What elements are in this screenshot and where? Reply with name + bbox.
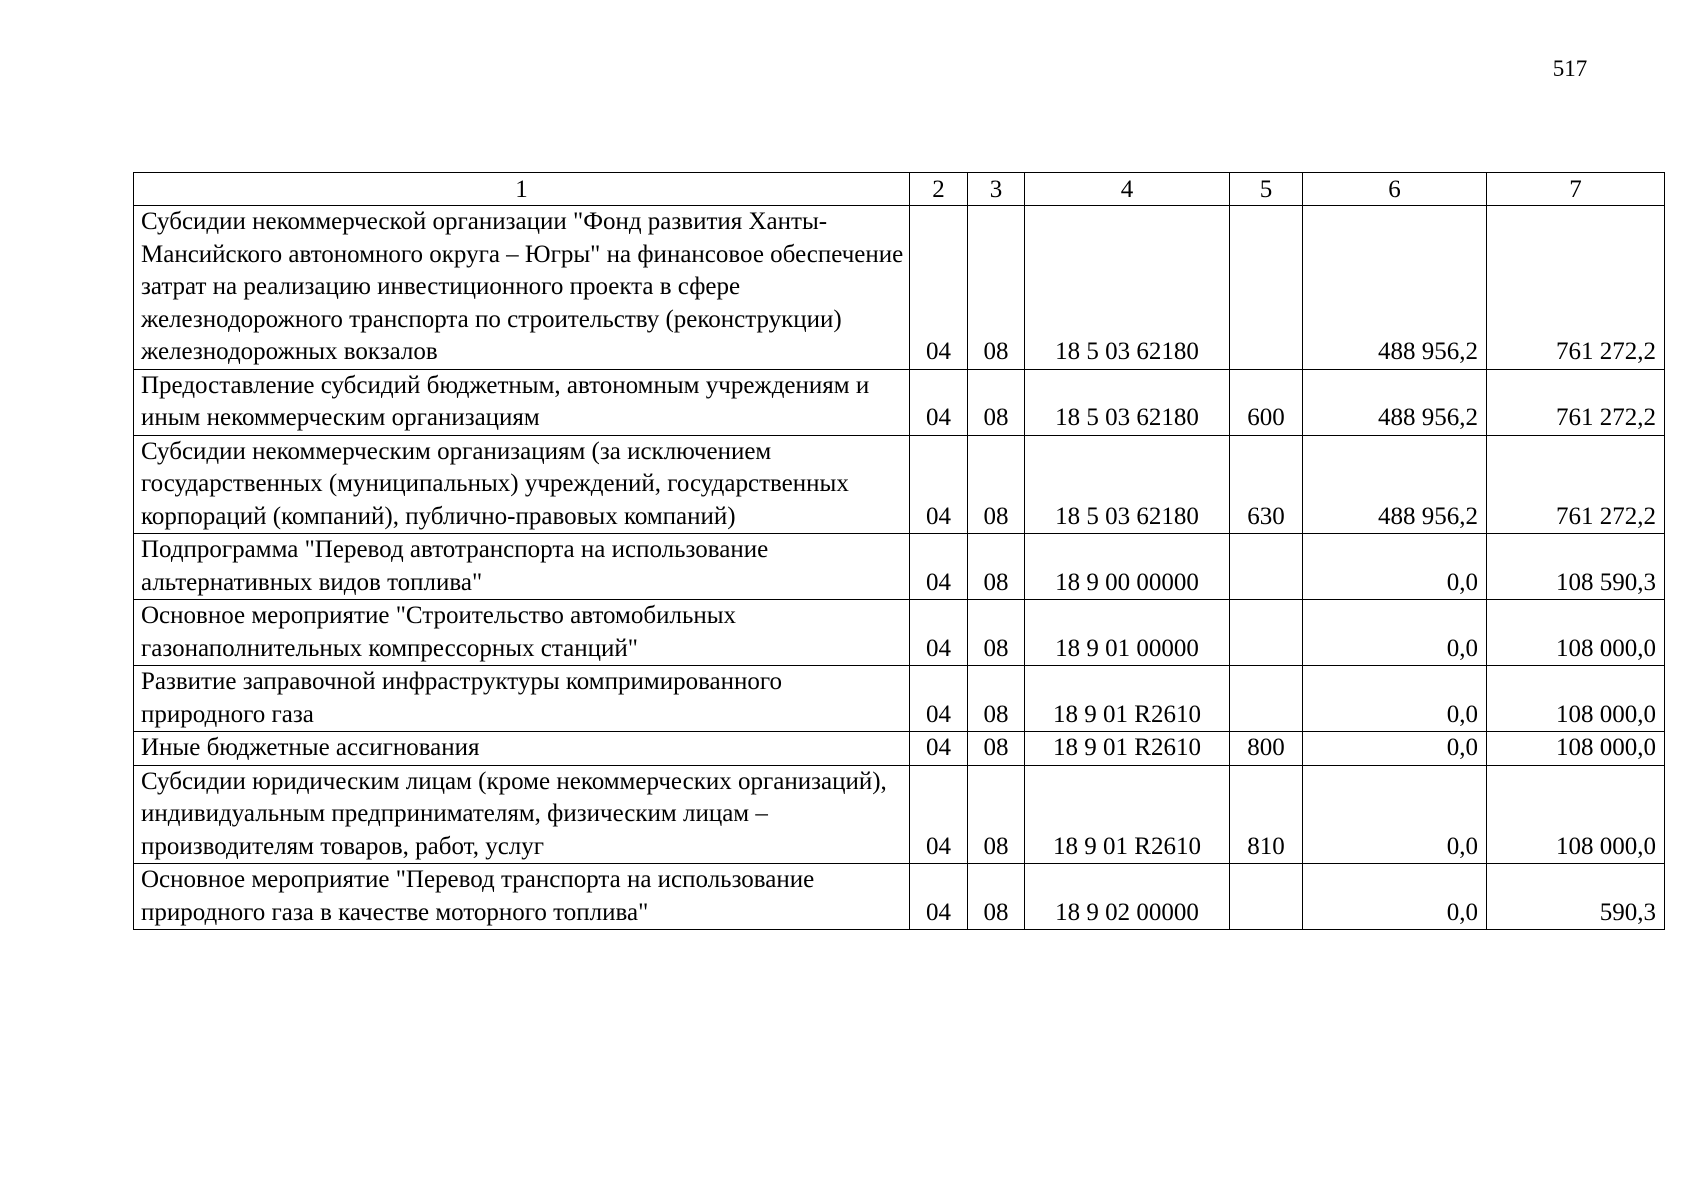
header-col-5: 5 xyxy=(1230,173,1303,206)
row-name: Основное мероприятие "Перевод транспорта на использование природного газа в качестве моторного топлива" xyxy=(134,864,910,930)
row-name: Основное мероприятие "Строительство автомобильных газонаполнительных компрессорных станций" xyxy=(134,600,910,666)
row-section: 04 xyxy=(910,600,968,666)
row-sum-col7: 108 000,0 xyxy=(1487,666,1665,732)
header-row xyxy=(134,173,1665,206)
table-header xyxy=(134,173,1665,206)
row-expense-type xyxy=(1230,206,1303,370)
row-sum-col6: 488 956,2 xyxy=(1303,435,1487,534)
header-col-6: 6 xyxy=(1303,173,1487,206)
row-sum-col6: 0,0 xyxy=(1303,534,1487,600)
row-subsection: 08 xyxy=(968,369,1025,435)
table-body xyxy=(134,206,1665,930)
page-number: 517 xyxy=(1552,56,1588,81)
header-col-2: 2 xyxy=(910,173,968,206)
row-name: Субсидии некоммерческим организациям (за исключением государственных (муниципальных) учреждений, государственных корпораций (компаний), публично-правовых компаний) xyxy=(134,435,910,534)
row-subsection: 08 xyxy=(968,435,1025,534)
header-col-7: 7 xyxy=(1487,173,1665,206)
row-subsection: 08 xyxy=(968,600,1025,666)
row-expense-type xyxy=(1230,600,1303,666)
row-subsection: 08 xyxy=(968,864,1025,930)
row-name: Предоставление субсидий бюджетным, автономным учреждениям и иным некоммерческим организациям xyxy=(134,369,910,435)
row-subsection: 08 xyxy=(968,732,1025,766)
row-target-code: 18 9 01 R2610 xyxy=(1025,666,1230,732)
table-row xyxy=(134,765,1665,864)
row-subsection: 08 xyxy=(968,765,1025,864)
header-col-1: 1 xyxy=(134,173,910,206)
row-sum-col6: 0,0 xyxy=(1303,732,1487,766)
row-section: 04 xyxy=(910,732,968,766)
row-section: 04 xyxy=(910,534,968,600)
row-sum-col6: 0,0 xyxy=(1303,765,1487,864)
table-row xyxy=(134,666,1665,732)
row-target-code: 18 9 01 00000 xyxy=(1025,600,1230,666)
row-section: 04 xyxy=(910,206,968,370)
row-sum-col7: 108 000,0 xyxy=(1487,732,1665,766)
row-name: Субсидии некоммерческой организации "Фонд развития Ханты-Мансийского автономного округа – Югры" на финансовое обеспечение затрат на реализацию инвестиционного проекта в сфере железнодорожного транспорта по строительству (реконструкции) железнодорожных вокзалов xyxy=(134,206,910,370)
row-expense-type xyxy=(1230,534,1303,600)
row-sum-col6: 488 956,2 xyxy=(1303,206,1487,370)
row-sum-col7: 108 590,3 xyxy=(1487,534,1665,600)
row-subsection: 08 xyxy=(968,666,1025,732)
row-target-code: 18 9 00 00000 xyxy=(1025,534,1230,600)
row-expense-type xyxy=(1230,864,1303,930)
row-expense-type: 600 xyxy=(1230,369,1303,435)
row-name: Субсидии юридическим лицам (кроме некоммерческих организаций), индивидуальным предпринимателям, физическим лицам – производителям товаров, работ, услуг xyxy=(134,765,910,864)
row-subsection: 08 xyxy=(968,534,1025,600)
row-sum-col7: 590,3 xyxy=(1487,864,1665,930)
row-sum-col7: 761 272,2 xyxy=(1487,435,1665,534)
row-section: 04 xyxy=(910,864,968,930)
row-sum-col7: 761 272,2 xyxy=(1487,369,1665,435)
row-target-code: 18 9 02 00000 xyxy=(1025,864,1230,930)
row-section: 04 xyxy=(910,666,968,732)
header-col-3: 3 xyxy=(968,173,1025,206)
row-name: Развитие заправочной инфраструктуры компримированного природного газа xyxy=(134,666,910,732)
row-sum-col7: 761 272,2 xyxy=(1487,206,1665,370)
table-row xyxy=(134,864,1665,930)
row-target-code: 18 5 03 62180 xyxy=(1025,369,1230,435)
table-row xyxy=(134,369,1665,435)
row-sum-col6: 0,0 xyxy=(1303,600,1487,666)
row-expense-type: 800 xyxy=(1230,732,1303,766)
row-sum-col6: 0,0 xyxy=(1303,666,1487,732)
table-row xyxy=(134,600,1665,666)
table-row xyxy=(134,206,1665,370)
row-sum-col6: 488 956,2 xyxy=(1303,369,1487,435)
row-name: Подпрограмма "Перевод автотранспорта на использование альтернативных видов топлива" xyxy=(134,534,910,600)
row-sum-col6: 0,0 xyxy=(1303,864,1487,930)
row-section: 04 xyxy=(910,369,968,435)
budget-table xyxy=(133,172,1665,930)
row-name: Иные бюджетные ассигнования xyxy=(134,732,910,766)
table-row xyxy=(134,732,1665,766)
row-target-code: 18 5 03 62180 xyxy=(1025,435,1230,534)
row-target-code: 18 9 01 R2610 xyxy=(1025,765,1230,864)
row-subsection: 08 xyxy=(968,206,1025,370)
row-expense-type: 630 xyxy=(1230,435,1303,534)
header-col-4: 4 xyxy=(1025,173,1230,206)
row-expense-type xyxy=(1230,666,1303,732)
row-sum-col7: 108 000,0 xyxy=(1487,600,1665,666)
table-row xyxy=(134,435,1665,534)
table-row xyxy=(134,534,1665,600)
row-section: 04 xyxy=(910,435,968,534)
row-target-code: 18 5 03 62180 xyxy=(1025,206,1230,370)
row-section: 04 xyxy=(910,765,968,864)
row-target-code: 18 9 01 R2610 xyxy=(1025,732,1230,766)
row-sum-col7: 108 000,0 xyxy=(1487,765,1665,864)
row-expense-type: 810 xyxy=(1230,765,1303,864)
